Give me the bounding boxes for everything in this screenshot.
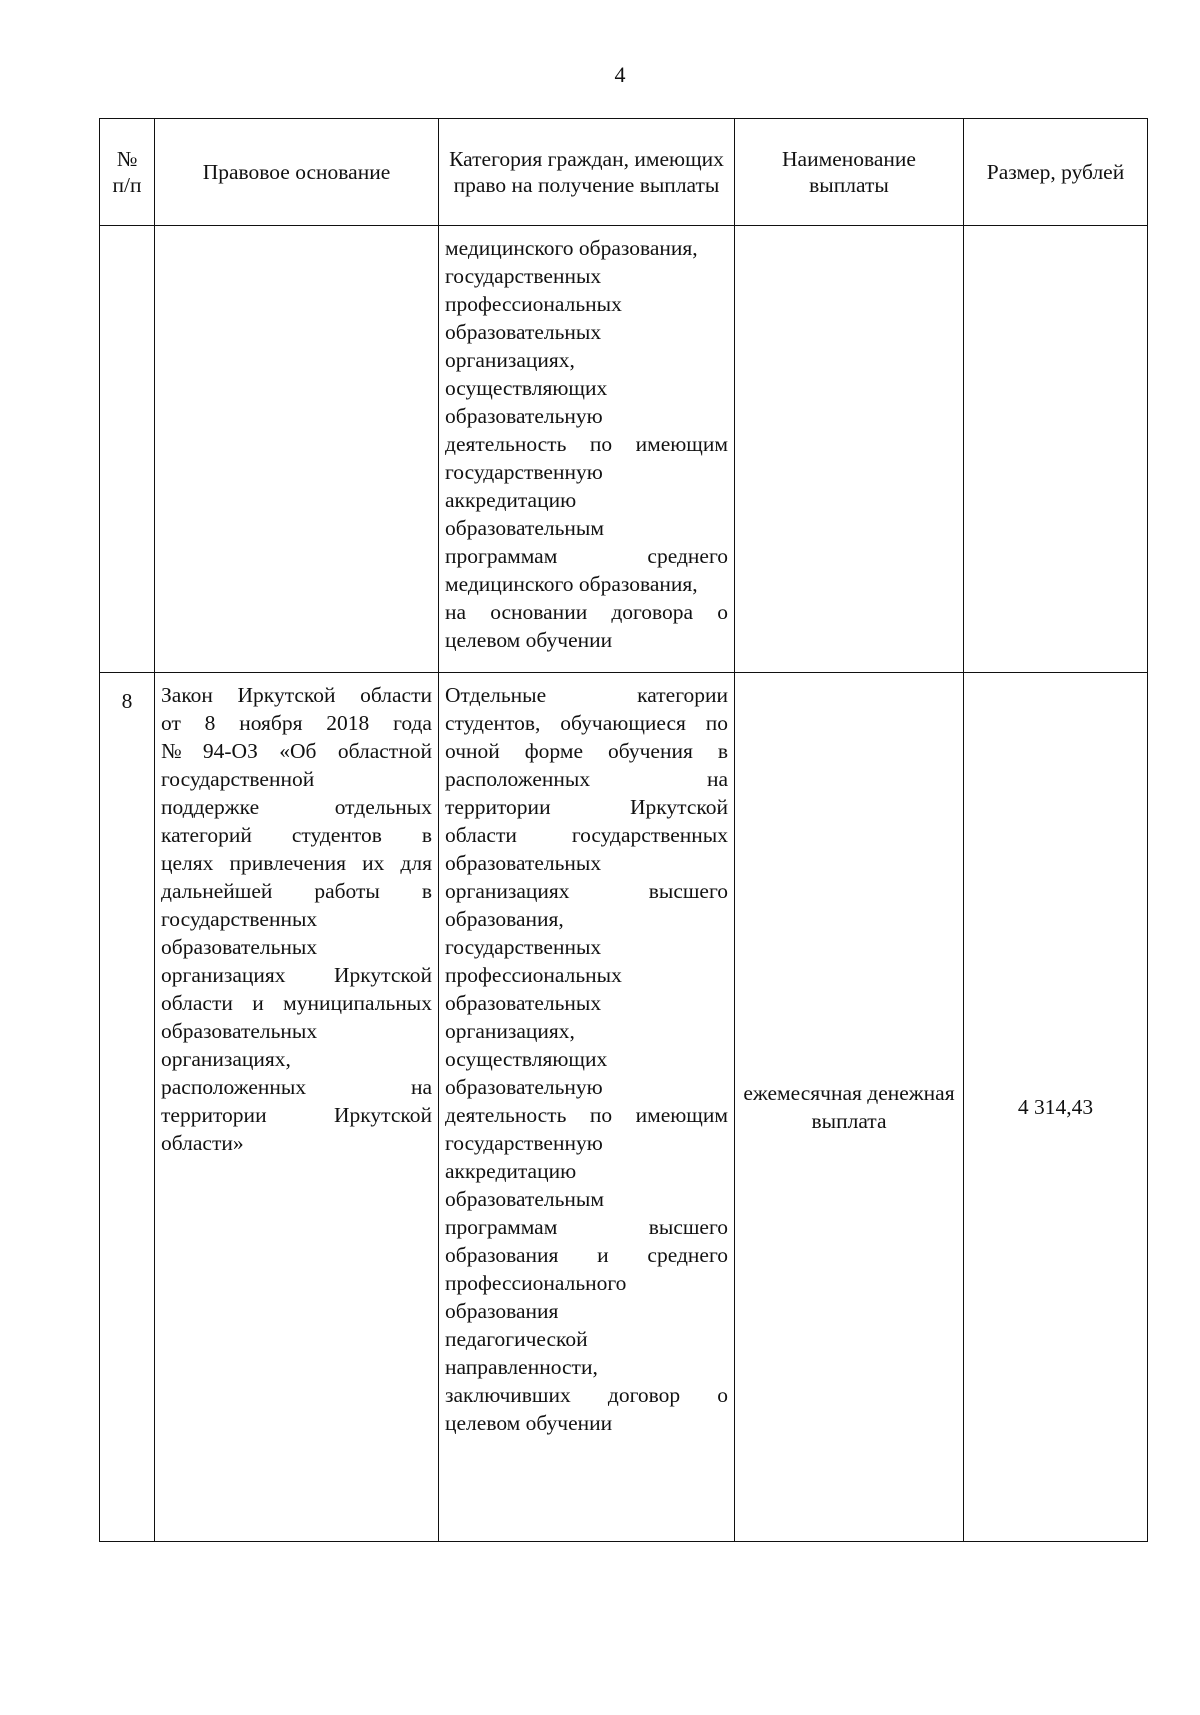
cell-line: образования, — [445, 907, 564, 931]
cell-line: организациях, — [445, 348, 575, 372]
cell-line: организациях высшего — [445, 879, 728, 903]
row-size-cell — [964, 226, 1148, 673]
row-payment-name-cell — [735, 226, 964, 673]
cell-line: образовательную — [445, 1075, 603, 1099]
cell-line: образовательных — [161, 935, 318, 959]
cell-line: государственных — [445, 935, 602, 959]
row-basis-cell — [155, 673, 439, 1542]
cell-line: образовательную — [445, 404, 603, 428]
cell-line: целевом обучении — [445, 1411, 613, 1435]
cell-line: территории Иркутской — [161, 1103, 432, 1127]
table-row — [100, 673, 1148, 1542]
cell-line: образовательных — [161, 1019, 318, 1043]
cell-line: области и муниципальных — [161, 991, 432, 1015]
cell-line: от 8 ноября 2018 года — [161, 711, 432, 735]
cell-line: Закон Иркутской области — [161, 683, 432, 707]
cell-line: образовательных — [445, 991, 602, 1015]
cell-line: образования и среднего — [445, 1243, 728, 1267]
cell-line: на основании договора о — [445, 600, 728, 624]
header-citizen-category: Категория граждан, имеющих право на получение выплаты — [439, 119, 735, 226]
table-header-row — [100, 119, 1148, 226]
cell-line: области» — [161, 1131, 244, 1155]
cell-line: медицинского образования, — [445, 236, 698, 260]
header-legal-basis: Правовое основание — [155, 119, 439, 226]
cell-line: деятельность по имеющим — [445, 432, 728, 456]
cell-line: образования — [445, 1299, 559, 1323]
cell-line: № 94-ОЗ «Об областной — [161, 739, 432, 763]
table-row — [100, 226, 1148, 673]
cell-line: образовательным — [445, 516, 604, 540]
cell-line: поддержке отдельных — [161, 795, 432, 819]
cell-line: аккредитацию — [445, 488, 577, 512]
cell-line: профессиональных — [445, 963, 622, 987]
cell-line: дальнейшей работы в — [161, 879, 432, 903]
cell-line: организациях, — [161, 1047, 291, 1071]
row-size-cell: 4 314,43 — [964, 673, 1148, 1542]
row-payment-name-cell: ежемесячная денежная выплата — [735, 673, 964, 1542]
header-num: № п/п — [100, 119, 155, 226]
header-payment-name: Наименование выплаты — [735, 119, 964, 226]
row-num-cell — [100, 226, 155, 673]
cell-line: медицинского образования, — [445, 572, 698, 596]
page-number: 4 — [614, 62, 626, 87]
cell-line: государственной — [161, 767, 315, 791]
cell-line: целевом обучении — [445, 628, 613, 652]
row-category-cell — [439, 673, 735, 1542]
cell-line: целях привлечения их для — [161, 851, 432, 875]
cell-line: государственную — [445, 1131, 603, 1155]
cell-line: педагогической — [445, 1327, 588, 1351]
cell-line: образовательных — [445, 851, 602, 875]
cell-line: осуществляющих — [445, 1047, 608, 1071]
cell-line: аккредитацию — [445, 1159, 577, 1183]
cell-line: образовательным — [445, 1187, 604, 1211]
cell-line: программам высшего — [445, 1215, 728, 1239]
payments-table — [99, 118, 1148, 1542]
cell-line: области государственных — [445, 823, 728, 847]
cell-line: расположенных на — [161, 1075, 432, 1099]
cell-line: расположенных на — [445, 767, 728, 791]
cell-line: государственных — [445, 264, 602, 288]
cell-line: очной форме обучения в — [445, 739, 728, 763]
cell-line: студентов, обучающиеся по — [445, 711, 728, 735]
cell-line: деятельность по имеющим — [445, 1103, 728, 1127]
cell-line: осуществляющих — [445, 376, 608, 400]
row-category-cell — [439, 226, 735, 673]
cell-line: программам среднего — [445, 544, 728, 568]
cell-line: государственных — [161, 907, 318, 931]
cell-line: организациях Иркутской — [161, 963, 432, 987]
cell-line: направленности, — [445, 1355, 598, 1379]
cell-line: организациях, — [445, 1019, 575, 1043]
cell-line: профессионального — [445, 1271, 627, 1295]
header-payment-size: Размер, рублей — [964, 119, 1148, 226]
cell-line: территории Иркутской — [445, 795, 728, 819]
cell-line: образовательных — [445, 320, 602, 344]
cell-line: государственную — [445, 460, 603, 484]
cell-line: заключивших договор о — [445, 1383, 728, 1407]
cell-line: Отдельные категории — [445, 683, 728, 707]
cell-line: категорий студентов в — [161, 823, 432, 847]
row-basis-cell — [155, 226, 439, 673]
cell-line: профессиональных — [445, 292, 622, 316]
row-num-cell: 8 — [100, 673, 155, 1542]
